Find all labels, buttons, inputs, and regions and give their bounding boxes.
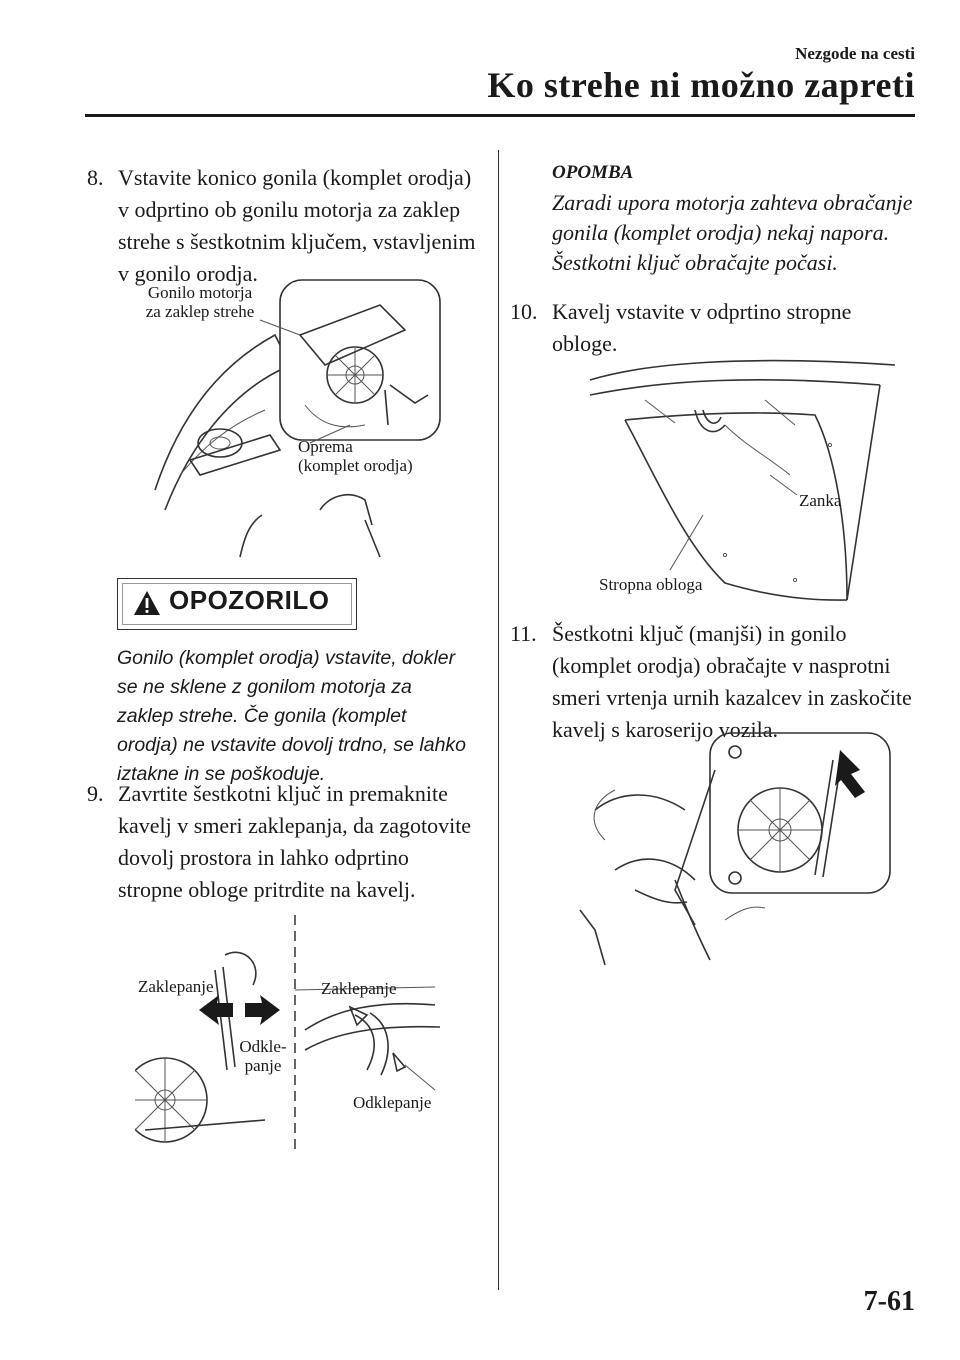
step-number: 8. xyxy=(87,165,104,190)
section-subtitle: Nezgode na cesti xyxy=(795,44,915,63)
headliner-hook-illustration xyxy=(585,355,900,610)
step-text: Kavelj vstavite v odprtino stropne obloge. xyxy=(552,299,852,356)
label-hook: Zanka xyxy=(799,491,842,510)
step-text: Zavrtite šestkotni ključ in premaknite kavelj v smeri zaklepanja, da zagotovite dovolj prostora in lahko odprtino stropne obloge pritrdite na kavelj. xyxy=(118,781,472,902)
label-lock-right: Zaklepanje xyxy=(321,979,397,998)
warning-text: Gonilo (komplet orodja) vstavite, dokler se ne sklene z gonilom motorja za zaklep strehe. Če gonila (komplet orodja) ne vstavite dovolj trdno, se lahko iztakne in se poškoduje. xyxy=(117,647,467,785)
step-11 xyxy=(510,618,930,748)
step-number: 10. xyxy=(510,299,538,324)
header-divider xyxy=(85,114,915,117)
lock-direction-illustration xyxy=(135,915,455,1155)
page-number: 7-61 xyxy=(863,1286,915,1317)
step-9 xyxy=(87,778,487,918)
page-title: Ko strehe ni možno zapreti xyxy=(487,65,915,105)
callout-tool-kit: Oprema (komplet orodja) xyxy=(298,437,413,475)
callout-motor-gear: Gonilo motorja za zaklep strehe xyxy=(145,283,255,321)
label-lock-left: Zaklepanje xyxy=(138,977,214,996)
figure-roof-lock-motor xyxy=(145,275,450,565)
figure-lock-directions xyxy=(135,915,455,1155)
warning-triangle-icon xyxy=(132,589,162,617)
column-divider xyxy=(498,150,499,1290)
label-headliner: Stropna obloga xyxy=(599,575,703,594)
step-text: Vstavite konico gonila (komplet orodja) v odprtino ob gonilu motorja za zaklep strehe s šestkotnim ključem, vstavljenim v gonilo orodja. xyxy=(118,165,476,286)
label-unlock-right: Odklepanje xyxy=(353,1093,432,1112)
note-text: Zaradi upora motorja zahteva obračanje gonila (komplet orodja) nekaj napora. Šestkotni ključ obračajte počasi. xyxy=(552,190,913,275)
figure-headliner-hook xyxy=(585,355,900,610)
figure-final-rotation xyxy=(575,730,895,970)
label-unlock-left: Odkle- panje xyxy=(239,1037,287,1075)
step-text: Šestkotni ključ (manjši) in gonilo (komplet orodja) obračajte v nasprotni smeri vrtenja urnih kazalcev in zaskočite kavelj s karoserijo vozila. xyxy=(552,621,912,742)
step-8 xyxy=(87,162,487,292)
step-number: 9. xyxy=(87,781,104,806)
warning-box xyxy=(117,578,357,630)
final-rotation-illustration xyxy=(575,730,895,970)
note-title: OPOMBA xyxy=(552,162,634,183)
warning-label: OPOZORILO xyxy=(169,585,330,615)
step-number: 11. xyxy=(510,621,537,646)
